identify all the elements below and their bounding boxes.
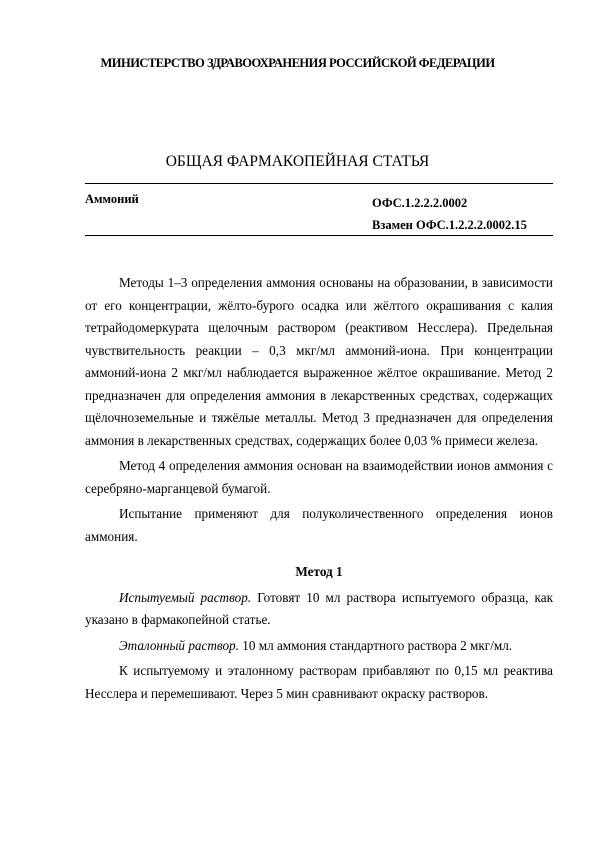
method-1-heading: Метод 1 <box>295 564 343 579</box>
paragraph-methods-overview: Методы 1–3 определения аммония основаны на образовании, в зависимости от его концентрации, жёлто-бурого осадка или жёлтого окрашивания с калия тетрайодомеркурата щелочным раствором (реактивом Несслера). Предельная чувствительность реакции – 0,3 мкг/мл аммоний-иона. При концентрации аммоний-иона 2 мкг/мл наблюдается выраженное жёлтое окрашивание. Метод 2 предназначен для определения аммония в лекарственных средствах, содержащих щёлочноземельные и тяжёлые металлы. Метод 3 предназначен для определения аммония в лекарственных средствах, содержащих более 0,03 % примеси железа. <box>85 275 553 448</box>
article-subject: Аммоний <box>85 192 139 206</box>
paragraph-test-solution <box>85 587 553 632</box>
paragraph-application: Испытание применяют для полуколичественного определения ионов аммония. <box>85 506 553 544</box>
reference-solution-label: Эталонный раствор. <box>119 637 239 653</box>
paragraph-procedure: К испытуемому и эталонному растворам прибавляют по 0,15 мл реактива Несслера и перемешивают. Через 5 мин сравнивают окраску растворов. <box>85 663 553 701</box>
article-body <box>85 272 553 708</box>
document-type-title: ОБЩАЯ ФАРМАКОПЕЙНАЯ СТАТЬЯ <box>165 153 430 170</box>
top-divider <box>85 183 553 184</box>
paragraph-reference-solution <box>85 635 553 658</box>
paragraph-method-4: Метод 4 определения аммония основан на взаимодействии ионов аммония с серебряно-марганцевой бумагой. <box>85 458 553 496</box>
bottom-divider <box>85 235 553 236</box>
ministry-header: МИНИСТЕРСТВО ЗДРАВООХРАНЕНИЯ РОССИЙСКОЙ ФЕДЕРАЦИИ <box>100 56 495 70</box>
article-code: ОФС.1.2.2.2.0002 <box>372 196 468 210</box>
reference-solution-text: 10 мл аммония стандартного раствора 2 мкг/мл. <box>238 637 513 653</box>
test-solution-label: Испытуемый раствор. <box>119 589 252 605</box>
test-solution-text: Готовят 10 мл раствора испытуемого образца, как указано в фармакопейной статье. <box>85 589 553 627</box>
replaces-code: Взамен ОФС.1.2.2.2.0002.15 <box>372 218 527 232</box>
article-codes <box>372 192 527 236</box>
